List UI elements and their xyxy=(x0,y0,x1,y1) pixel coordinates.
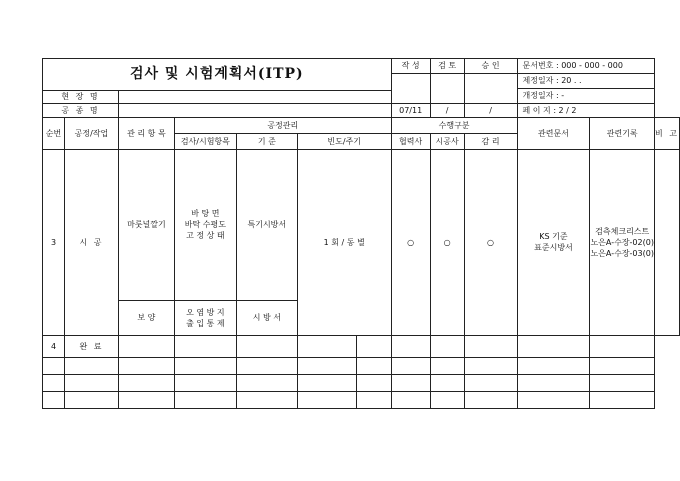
empty-cell xyxy=(464,375,517,392)
col-related-docs: 관련문서 xyxy=(517,118,590,150)
inspection-line: 고 정 상 태 xyxy=(186,231,225,240)
row4-seq: 4 xyxy=(43,336,65,358)
approval-review: 검 토 xyxy=(430,59,464,74)
date-slash-2: / xyxy=(464,104,517,118)
col-frequency: 빈도/주기 xyxy=(297,134,391,150)
empty-cell xyxy=(174,358,236,375)
approval-author: 작 성 xyxy=(391,59,430,74)
revised-date: 개정일자 : - xyxy=(517,89,655,104)
row3-seq: 3 xyxy=(43,150,65,336)
inspection-line: 바탁 수평도 xyxy=(184,220,226,229)
empty-cell xyxy=(297,375,356,392)
col-partner: 협력사 xyxy=(391,134,430,150)
row4-process: 완 료 xyxy=(64,336,118,358)
itp-table xyxy=(42,58,680,409)
empty-cell xyxy=(356,392,391,409)
row3-inspection-items-2 xyxy=(174,301,236,336)
empty-cell xyxy=(174,336,236,358)
row3-mgmt-item: 마룻널깔기 xyxy=(118,150,174,301)
col-execution: 수행구분 xyxy=(391,118,517,134)
empty-cell xyxy=(590,392,655,409)
work-type-value xyxy=(118,104,391,118)
col-process-control: 공정관리 xyxy=(174,118,391,134)
date-cell: 07/11 xyxy=(391,104,430,118)
row3-supervisor-mark: ○ xyxy=(464,150,517,336)
empty-cell xyxy=(64,392,118,409)
empty-cell xyxy=(118,375,174,392)
empty-cell xyxy=(297,336,356,358)
empty-cell xyxy=(391,358,430,375)
form-title: 검사 및 시험계획서(ITP) xyxy=(43,59,392,91)
empty-cell xyxy=(356,358,391,375)
inspection-line: 오 염 방 지 xyxy=(186,307,225,317)
empty-cell xyxy=(236,336,297,358)
record-line: 노은A-수장-02(0) xyxy=(590,237,654,247)
empty-cell xyxy=(236,375,297,392)
col-standard: 기 준 xyxy=(236,134,297,150)
empty-cell xyxy=(118,358,174,375)
date-slash-1: / xyxy=(430,104,464,118)
empty-cell xyxy=(464,358,517,375)
row3-process: 시 공 xyxy=(64,150,118,336)
row3-frequency: 1 회 / 동 별 xyxy=(297,150,391,336)
empty-cell xyxy=(517,375,590,392)
created-date: 제정일자 : 20 . . xyxy=(517,74,655,89)
empty-cell xyxy=(118,392,174,409)
work-type-label: 공 종 명 xyxy=(43,104,119,118)
col-related-records: 관련기록 xyxy=(590,118,655,150)
empty-cell xyxy=(43,358,65,375)
empty-cell xyxy=(430,336,464,358)
row3-standard-2: 시 방 서 xyxy=(236,301,297,336)
col-process: 공정/작업 xyxy=(64,118,118,150)
site-name-label: 현 장 명 xyxy=(43,91,119,104)
page-number: 페 이 지 : 2 / 2 xyxy=(517,104,655,118)
inspection-line: 출 입 통 제 xyxy=(186,318,225,328)
row3-standard: 특기시방서 xyxy=(236,150,297,301)
site-name-value xyxy=(118,91,391,104)
inspection-line: 바 탕 면 xyxy=(191,209,220,218)
empty-cell xyxy=(43,375,65,392)
empty-cell xyxy=(430,358,464,375)
empty-cell xyxy=(356,375,391,392)
approval-approve: 승 인 xyxy=(464,59,517,74)
row3-mgmt-item-2: 보 양 xyxy=(118,301,174,336)
empty-cell xyxy=(236,392,297,409)
itp-form xyxy=(42,58,680,409)
record-line: 노은A-수장-03(0) xyxy=(590,248,654,258)
doc-number: 문서번호 : 000 - 000 - 000 xyxy=(517,59,655,74)
empty-cell xyxy=(590,358,655,375)
col-seq: 순번 xyxy=(43,118,65,150)
empty-cell xyxy=(64,375,118,392)
row3-inspection-items xyxy=(174,150,236,301)
doc-line: 표준시방서 xyxy=(534,243,573,252)
empty-cell xyxy=(391,336,430,358)
empty-cell xyxy=(430,375,464,392)
sign-box-approve xyxy=(464,74,517,104)
empty-cell xyxy=(356,336,391,358)
empty-cell xyxy=(43,392,65,409)
empty-cell xyxy=(464,392,517,409)
empty-cell xyxy=(174,375,236,392)
empty-cell xyxy=(236,358,297,375)
col-contractor: 시공사 xyxy=(430,134,464,150)
row3-related-docs xyxy=(517,150,590,336)
record-line: 검측체크리스트 xyxy=(595,226,650,236)
empty-cell xyxy=(391,375,430,392)
row3-contractor-mark: ○ xyxy=(430,150,464,336)
empty-cell xyxy=(174,392,236,409)
col-inspection-item: 검사/시험항목 xyxy=(174,134,236,150)
empty-cell xyxy=(297,358,356,375)
row3-remarks xyxy=(655,150,680,336)
doc-line: KS 기준 xyxy=(539,232,568,241)
empty-cell xyxy=(590,336,655,358)
sign-box-review xyxy=(430,74,464,104)
empty-cell xyxy=(297,392,356,409)
empty-cell xyxy=(391,392,430,409)
empty-cell xyxy=(64,358,118,375)
row3-related-records xyxy=(590,150,655,336)
col-remarks: 비 고 xyxy=(655,118,680,150)
empty-cell xyxy=(430,392,464,409)
col-supervisor: 감 리 xyxy=(464,134,517,150)
empty-cell xyxy=(517,336,590,358)
sign-box-author xyxy=(391,74,430,104)
row3-partner-mark: ○ xyxy=(391,150,430,336)
empty-cell xyxy=(517,392,590,409)
empty-cell xyxy=(517,358,590,375)
col-mgmt-item: 관 리 항 목 xyxy=(118,118,174,150)
empty-cell xyxy=(464,336,517,358)
empty-cell xyxy=(590,375,655,392)
empty-cell xyxy=(118,336,174,358)
